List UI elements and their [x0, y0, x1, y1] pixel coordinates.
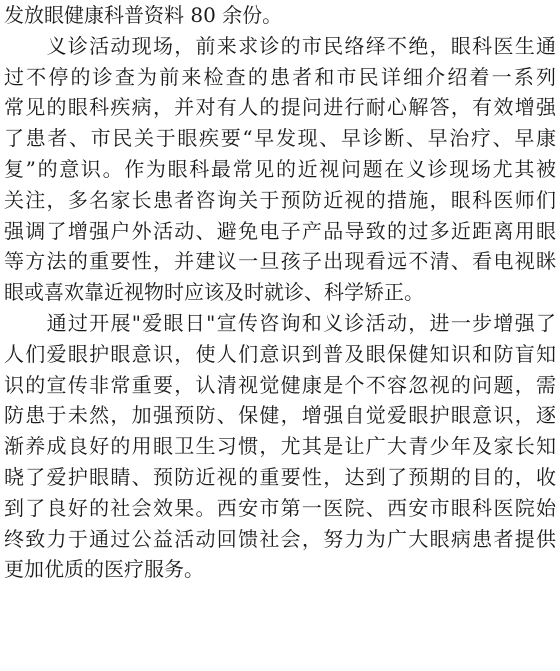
paragraph-2 [4, 31, 556, 308]
text-line: 渐养成良好的用眼卫生习惯，尤其是让广大青少年及家长知 [4, 434, 556, 459]
text-line: 了患者、市民关于眼疾要“早发现、早诊断、早治疗、早康 [4, 126, 556, 151]
text-line: 防患于未然，加强预防、保健，增强自觉爱眼护眼意识，逐 [4, 403, 556, 428]
text-line: 到了良好的社会效果。西安市第一医院、西安市眼科医院始 [4, 495, 556, 520]
text-line: 识的宣传非常重要，认清视觉健康是个不容忽视的问题，需 [4, 372, 556, 397]
text-line: 等方法的重要性，并建议一旦孩子出现看远不清、看电视眯 [4, 249, 556, 274]
text-line: 义诊活动现场，前来求诊的市民络绎不绝，眼科医生通 [4, 33, 556, 58]
text-line: 终致力于通过公益活动回馈社会，努力为广大眼病患者提供 [4, 526, 556, 551]
text-line: 眼或喜欢靠近视物时应该及时就诊、科学矫正。 [4, 280, 424, 305]
paragraph-1 [4, 0, 556, 31]
text-line: 晓了爱护眼睛、预防近视的重要性，达到了预期的目的，收 [4, 464, 556, 489]
text-line: 强调了增强户外活动、避免电子产品导致的过多近距离用眼 [4, 218, 556, 243]
text-line: 发放眼健康科普资料 80 余份。 [4, 3, 283, 27]
paragraph-3 [4, 308, 556, 585]
text-line: 人们爱眼护眼意识，使人们意识到普及眼保健知识和防盲知 [4, 341, 556, 366]
text-line: 通过开展"爱眼日"宣传咨询和义诊活动，进一步增强了 [4, 310, 556, 335]
text-line: 复”的意识。作为眼科最常见的近视问题在义诊现场尤其被 [4, 156, 556, 181]
article-body [4, 0, 556, 585]
text-line: 常见的眼科疾病，并对有人的提问进行耐心解答，有效增强 [4, 95, 556, 120]
text-line: 过不停的诊查为前来检查的患者和市民详细介绍着一系列 [4, 64, 556, 89]
text-line: 更加优质的医疗服务。 [4, 557, 204, 582]
text-line: 关注，多名家长患者咨询关于预防近视的措施，眼科医师们 [4, 187, 556, 212]
